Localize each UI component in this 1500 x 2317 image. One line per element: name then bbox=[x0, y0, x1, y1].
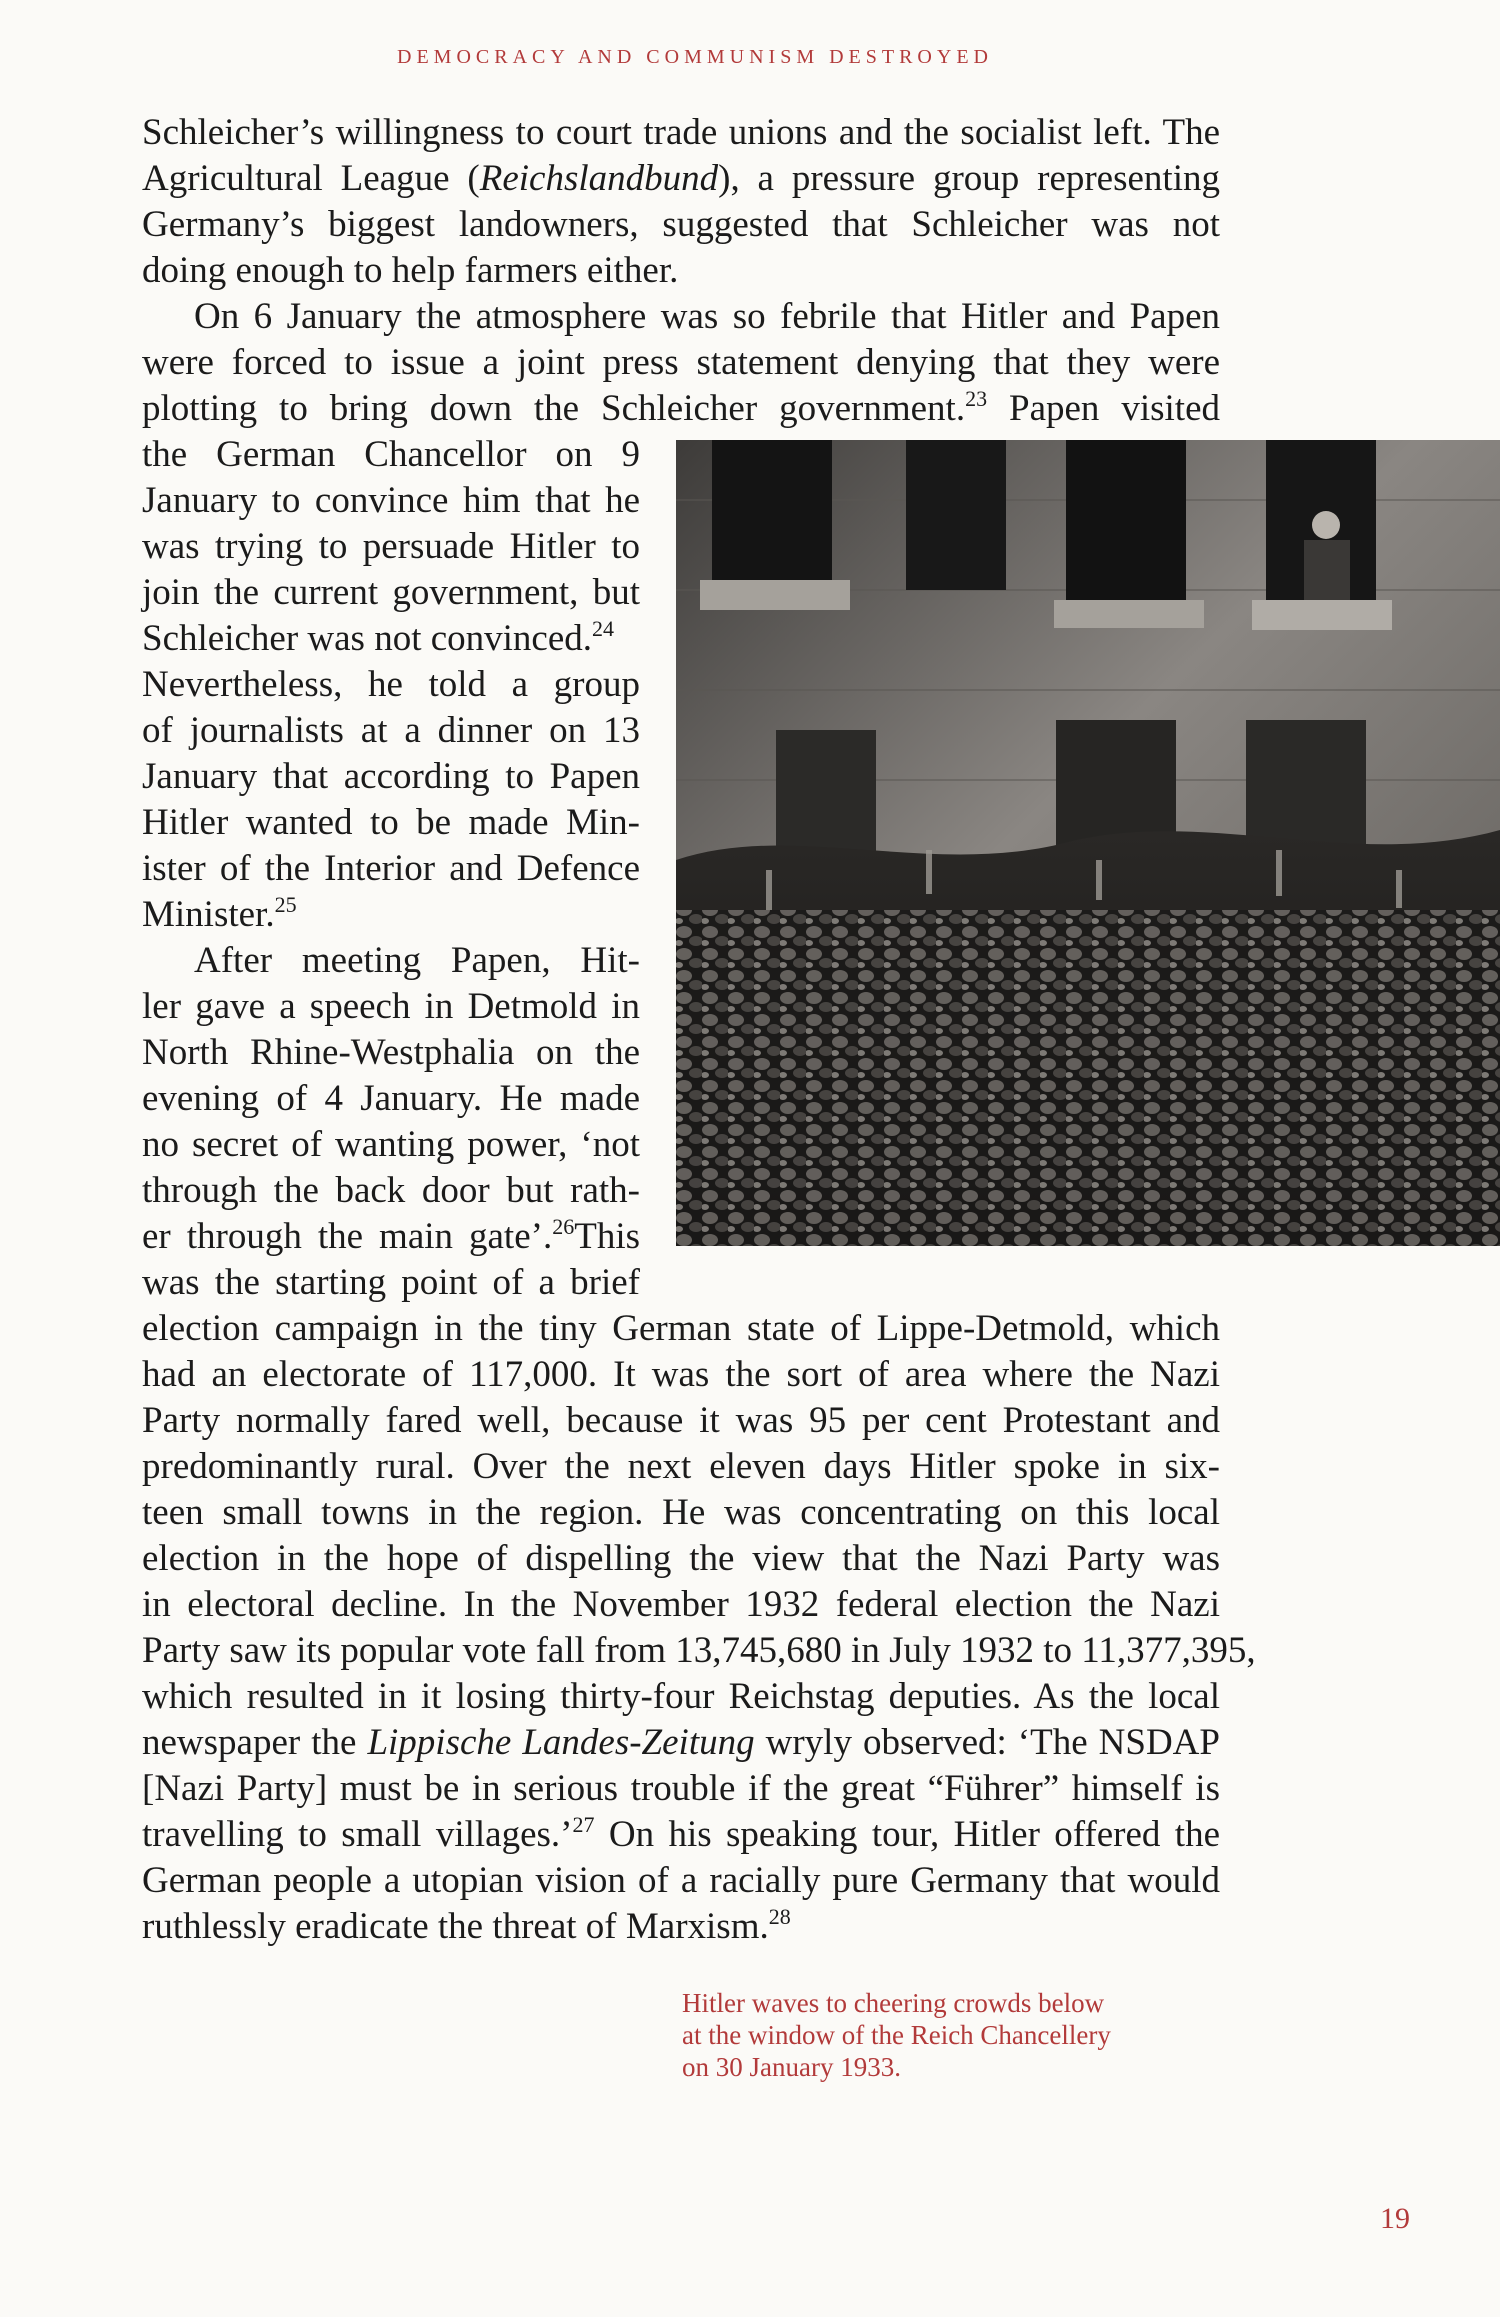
text-line: After meeting Papen, Hit- bbox=[194, 940, 640, 981]
italic-term: Lippische Landes-Zeitung bbox=[367, 1722, 755, 1763]
text-line: predominantly rural. Over the next eleven days Hitler spoke in six- bbox=[142, 1446, 1220, 1487]
text-line: of journalists at a dinner on 13 bbox=[142, 710, 640, 751]
text-line: evening of 4 January. He made bbox=[142, 1078, 640, 1119]
footnote-marker: 25 bbox=[274, 892, 297, 917]
text-line: Hitler wanted to be made Min- bbox=[142, 802, 640, 843]
footnote-marker: 26 bbox=[552, 1214, 575, 1239]
text-line: was the starting point of a brief bbox=[142, 1262, 640, 1303]
text-line: Agricultural League (Reichslandbund), a pressure group representing bbox=[142, 158, 1220, 199]
text-line: Nevertheless, he told a group bbox=[142, 664, 640, 705]
text-line: teen small towns in the region. He was concentrating on this local bbox=[142, 1492, 1220, 1533]
text-line: newspaper the Lippische Landes-Zeitung wryly observed: ‘The NSDAP bbox=[142, 1722, 1220, 1763]
text-line: On 6 January the atmosphere was so febrile that Hitler and Papen bbox=[194, 296, 1220, 337]
page-number: 19 bbox=[1380, 2202, 1410, 2235]
caption-line: Hitler waves to cheering crowds below bbox=[682, 1988, 1105, 2018]
paragraph-3-narrow bbox=[142, 938, 640, 1306]
text-line: had an electorate of 117,000. It was the sort of area where the Nazi bbox=[142, 1354, 1220, 1395]
text-line: [Nazi Party] must be in serious trouble if the great “Führer” himself is bbox=[142, 1768, 1220, 1809]
footnote-marker: 23 bbox=[965, 386, 988, 411]
text-line: join the current government, but bbox=[142, 572, 640, 613]
text-line: in electoral decline. In the November 1932 federal election the Nazi bbox=[142, 1584, 1220, 1625]
text-line: ruthlessly eradicate the threat of Marxism.$^{28}$ bbox=[142, 1904, 791, 1947]
footnote-marker: 27 bbox=[572, 1812, 595, 1837]
text-line: Minister.$^{25}$ bbox=[142, 892, 297, 935]
text-line: German people a utopian vision of a racially pure Germany that would bbox=[142, 1860, 1220, 1901]
text-line: the German Chancellor on 9 bbox=[142, 434, 640, 475]
photo-caption bbox=[682, 1987, 1202, 2083]
text-line: ler gave a speech in Detmold in bbox=[142, 986, 640, 1027]
text-line: January that according to Papen bbox=[142, 756, 640, 797]
footnote-marker: 28 bbox=[768, 1904, 791, 1929]
caption-line: on 30 January 1933. bbox=[682, 2052, 901, 2082]
caption-line: at the window of the Reich Chancellery bbox=[682, 2020, 1111, 2050]
text-line: plotting to bring down the Schleicher government.$^{23}$ Papen visited bbox=[142, 386, 1221, 429]
text-line: Party saw its popular vote fall from 13,745,680 in July 1932 to 11,377,395, bbox=[142, 1630, 1256, 1671]
paragraph-1 bbox=[142, 110, 1220, 294]
paragraph-2 bbox=[142, 294, 1220, 432]
text-line: through the back door but rath- bbox=[142, 1170, 640, 1211]
paragraph-3-wide bbox=[142, 1306, 1256, 1950]
photo-illustration bbox=[676, 440, 1500, 1246]
text-line: doing enough to help farmers either. bbox=[142, 250, 679, 291]
text-line: was trying to persuade Hitler to bbox=[142, 526, 640, 567]
text-line: Germany’s biggest landowners, suggested that Schleicher was not bbox=[142, 204, 1220, 245]
running-head: DEMOCRACY AND COMMUNISM DESTROYED bbox=[397, 46, 993, 68]
text-line: election in the hope of dispelling the view that the Nazi Party was bbox=[142, 1538, 1220, 1579]
text-line: Schleicher was not convinced.$^{24}$ bbox=[142, 616, 615, 659]
text-line: Party normally fared well, because it was 95 per cent Protestant and bbox=[142, 1400, 1220, 1441]
footnote-marker: 24 bbox=[592, 616, 615, 641]
text-line: no secret of wanting power, ‘not bbox=[142, 1124, 640, 1165]
text-line: er through the main gate’.$^{26}$This bbox=[142, 1214, 640, 1257]
paragraph-2-narrow bbox=[142, 432, 640, 938]
text-line: Schleicher’s willingness to court trade unions and the socialist left. The bbox=[142, 112, 1220, 153]
italic-term: Reichslandbund bbox=[479, 158, 719, 199]
text-line: travelling to small villages.’$^{27}$ On his speaking tour, Hitler offered the bbox=[142, 1812, 1220, 1855]
text-line: which resulted in it losing thirty-four Reichstag deputies. As the local bbox=[142, 1676, 1220, 1717]
text-line: election campaign in the tiny German state of Lippe-Detmold, which bbox=[142, 1308, 1220, 1349]
photograph bbox=[676, 440, 1500, 1246]
text-line: January to convince him that he bbox=[142, 480, 640, 521]
text-line: North Rhine-Westphalia on the bbox=[142, 1032, 640, 1073]
text-line: were forced to issue a joint press statement denying that they were bbox=[142, 342, 1220, 383]
text-line: ister of the Interior and Defence bbox=[142, 848, 640, 889]
